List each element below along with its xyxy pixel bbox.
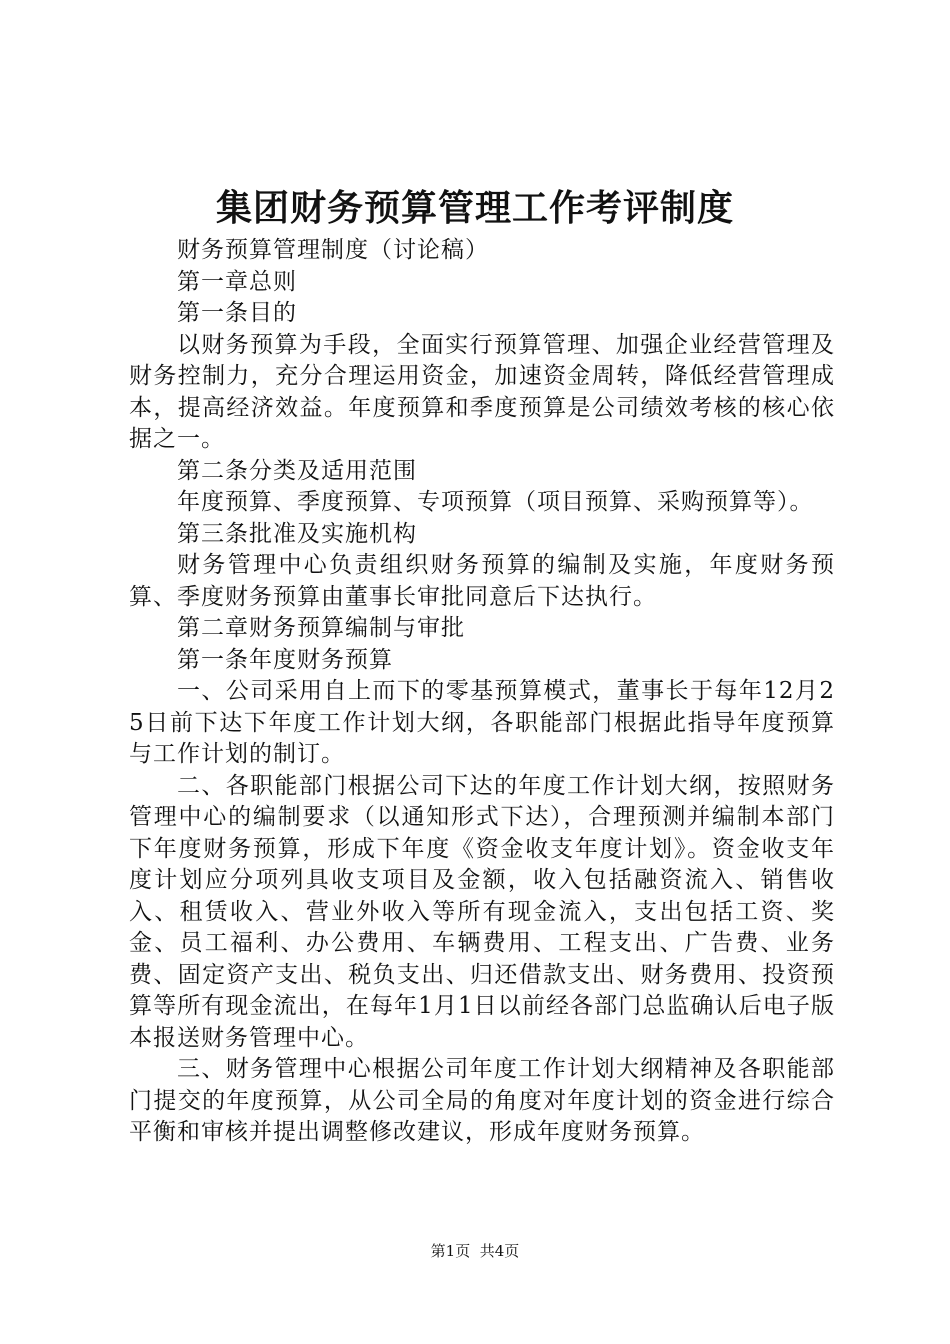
page-total: 共4页 [479, 1242, 520, 1260]
chapter-1-heading: 第一章总则 [177, 268, 297, 295]
page-footer [0, 1241, 950, 1261]
document-body [129, 235, 835, 1149]
article-1-heading: 第一条目的 [177, 300, 297, 326]
article-annual-heading: 第一条年度财务预算 [177, 646, 393, 673]
article-3-heading: 第三条批准及实施机构 [177, 520, 417, 547]
paragraph-item-1: 一、公司采用自上而下的零基预算模式，董事长于每年12月25日前下达下年度工作计划大纲，各职能部门根据此指导年度预算与工作计划的制订。 [129, 678, 835, 767]
paragraph-purpose: 以财务预算为手段，全面实行预算管理、加强企业经营管理及财务控制力，充分合理运用资金，加速资金周转，降低经营管理成本，提高经济效益。年度预算和季度预算是公司绩效考核的核心依据之一。 [129, 331, 835, 452]
paragraph-item-2: 二、各职能部门根据公司下达的年度工作计划大纲，按照财务管理中心的编制要求（以通知形式下达），合理预测并编制本部门下年度财务预算，形成下年度《资金收支年度计划》。资金收支年度计划应分项列具收支项目及金额，收入包括融资流入、销售收入、租赁收入、营业外收入等所有现金流入，支出包括工资、奖金、员工福利、办公费用、车辆费用、工程支出、广告费、业务费、固定资产支出、税负支出、归还借款支出、财务费用、投资预算等所有现金流出，在每年1月1日以前经各部门总监确认后电子版本报送财务管理中心。 [129, 772, 835, 1051]
paragraph-scope: 年度预算、季度预算、专项预算（项目预算、采购预算等）。 [177, 489, 814, 515]
paragraph-approval: 财务管理中心负责组织财务预算的编制及实施，年度财务预算、季度财务预算由董事长审批同意后下达执行。 [129, 552, 835, 610]
article-2-heading: 第二条分类及适用范围 [177, 457, 417, 484]
paragraph-subtitle: 财务预算管理制度（讨论稿） [177, 237, 489, 263]
page-number: 第1页 [430, 1242, 471, 1260]
paragraph-item-3: 三、财务管理中心根据公司年度工作计划大纲精神及各职能部门提交的年度预算，从公司全局的角度对年度计划的资金进行综合平衡和审核并提出调整修改建议，形成年度财务预算。 [129, 1056, 835, 1145]
document-title: 集团财务预算管理工作考评制度 [215, 187, 734, 229]
chapter-2-heading: 第二章财务预算编制与审批 [177, 615, 465, 641]
